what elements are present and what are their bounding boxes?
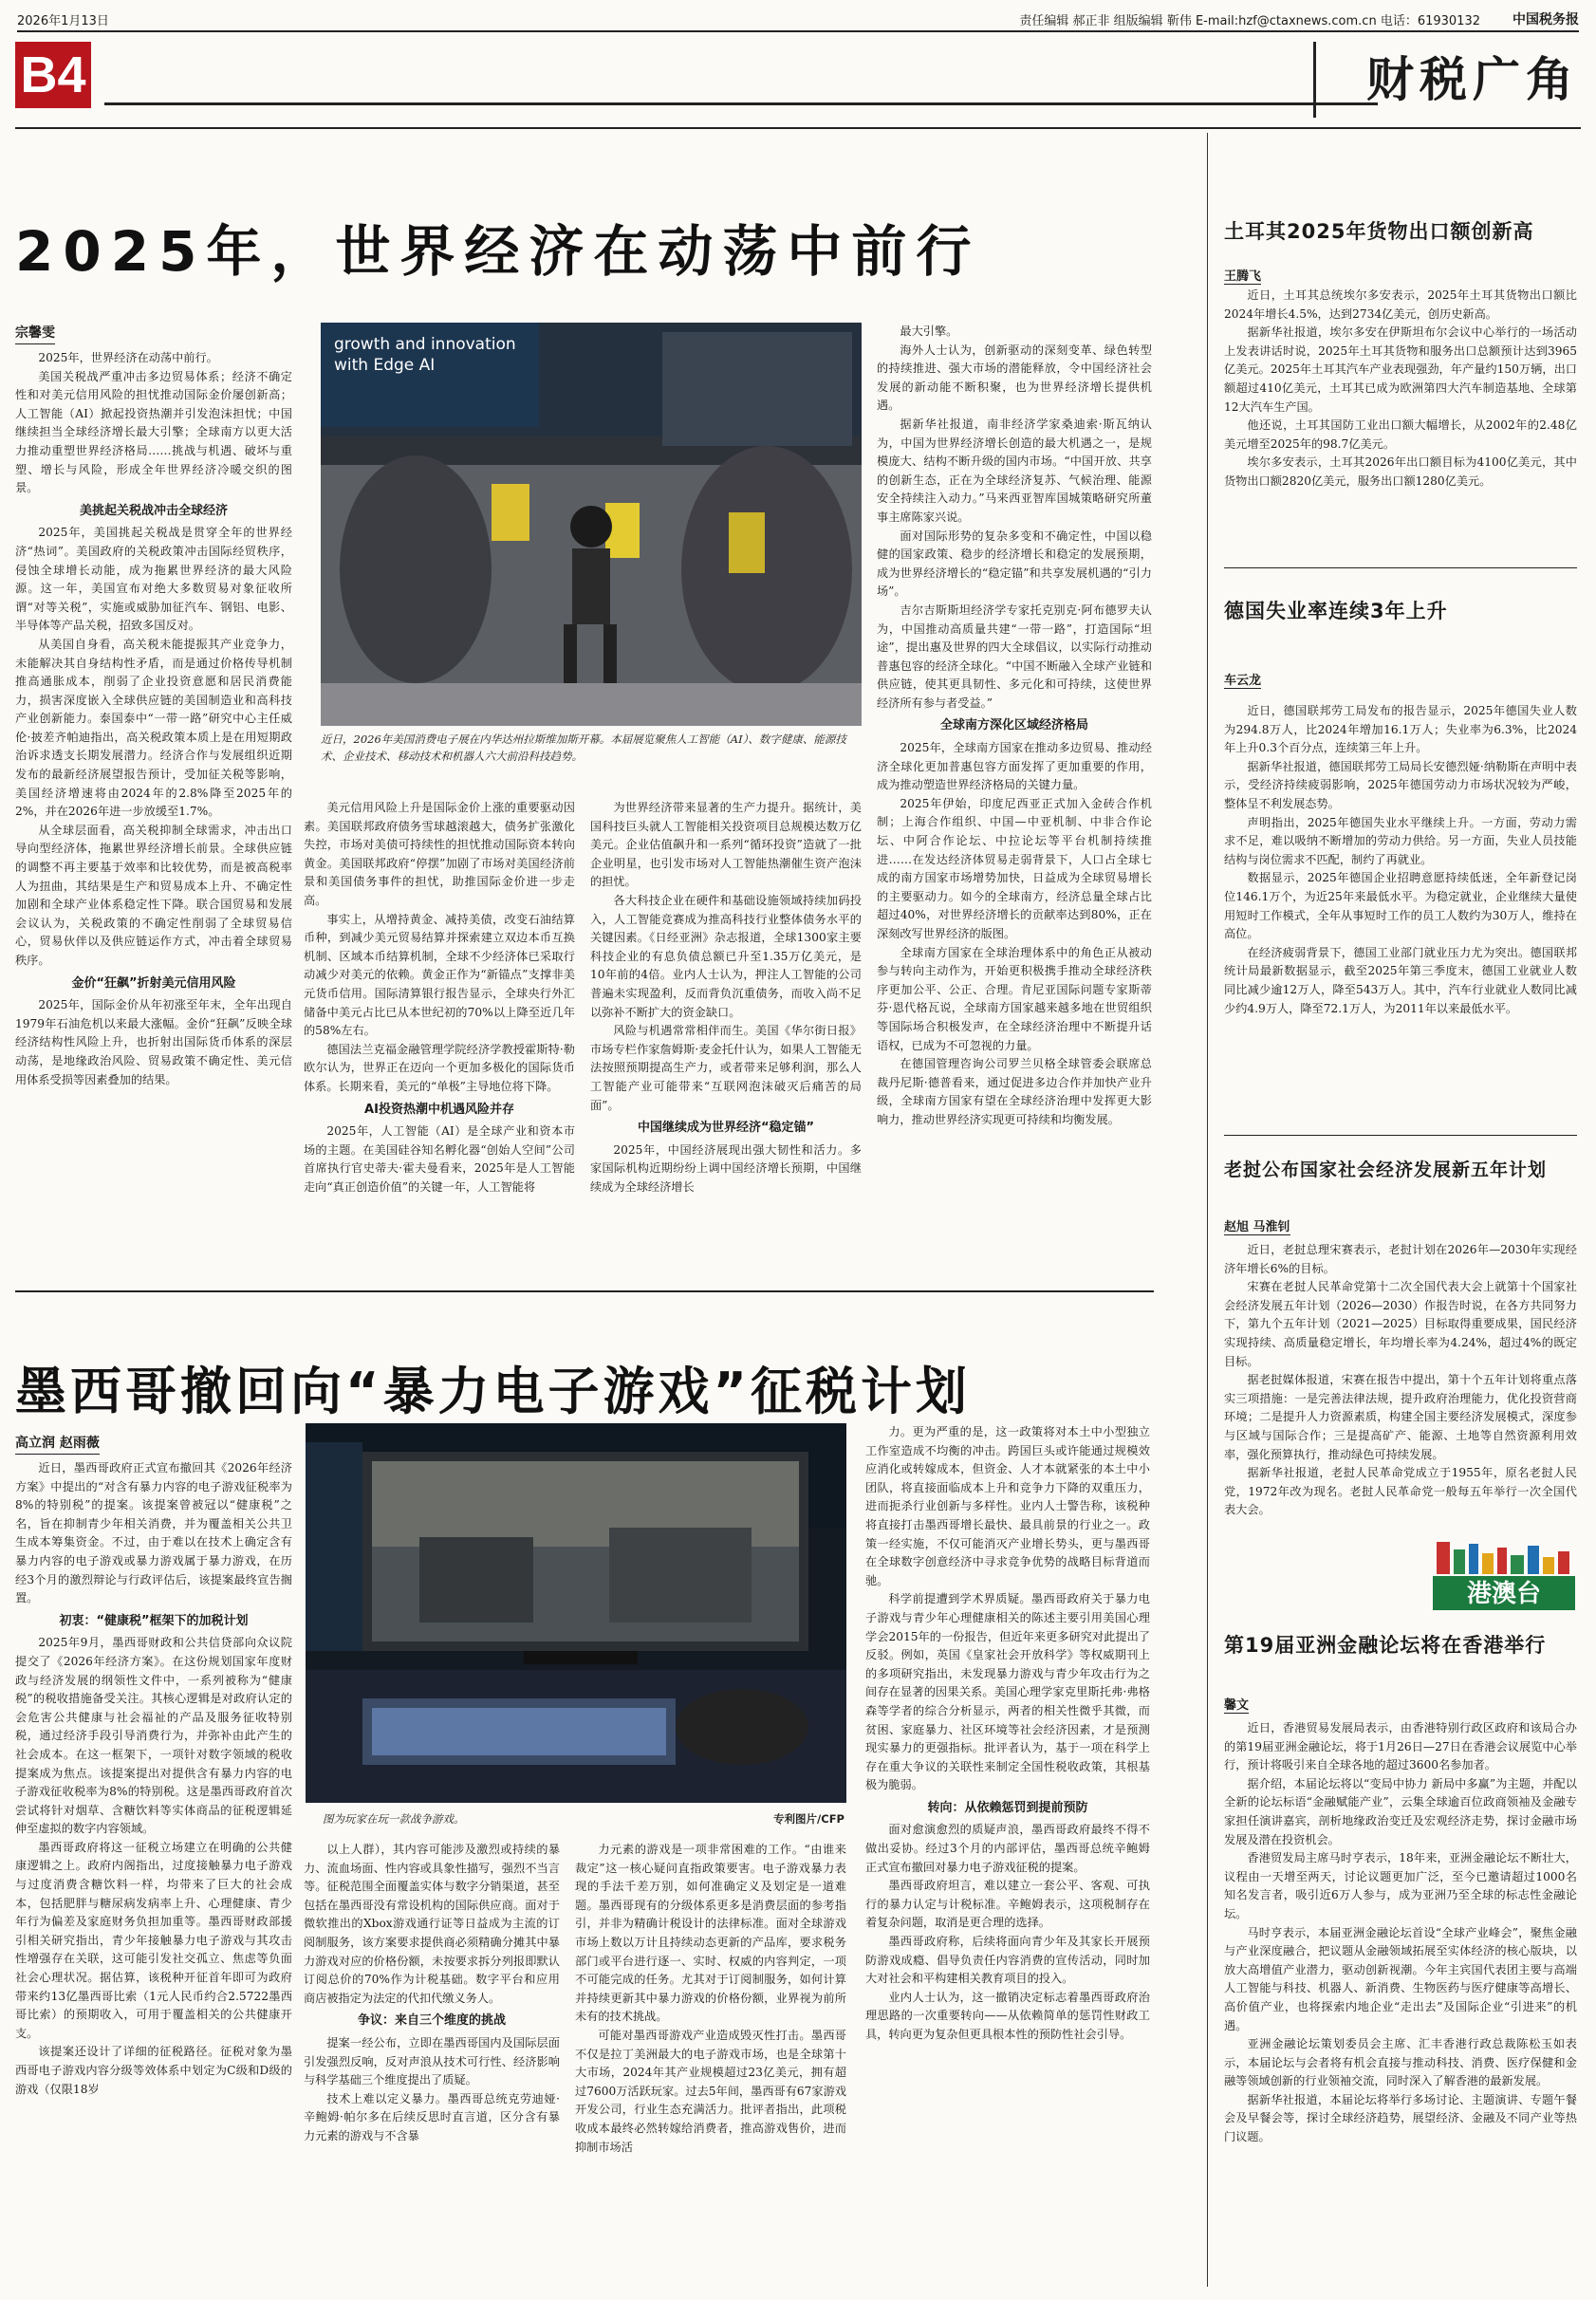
paragraph: 业内人士认为，这一撤销决定标志着墨西哥政府治理思路的一次重要转向——从依赖简单的惩罚性财政工具，转向更为复杂但更具根本性的预防性社会引导。	[865, 1990, 1150, 2041]
paragraph: 墨西哥政府称，后续将面向青少年及其家长开展预防游戏成瘾、倡导负责任内容消费的宣传活动，同时加大对社会和平构建相关教育项目的投入。	[865, 1935, 1150, 1986]
paragraph: 美元信用风险上升是国际金价上涨的重要驱动因素。美国联邦政府债务雪球越滚越大，债务扩张激化失控，市场对美债可持续性的担忧推动国际资本转向黄金。美国联邦政府“停摆”加剧了市场对美国经济前景和美国债务事件的担忧，助推国际金价进一步走高。	[304, 801, 575, 907]
sidebar-2-title: 德国失业率连续3年上升	[1224, 600, 1448, 622]
paragraph: 从全球层面看，高关税抑制全球需求，冲击出口导向型经济体，拖累世界经济增长前景。全球供应链的调整不再主要基于效率和比较优势，而是被高税率人为扭曲，其结果是生产和贸易成本上升、不确定性加剧和全球产业体系稳定性下降。联合国贸易和发展会议认为，关税政策的不确定性削弱了全球贸易信心，贸易伙伴以及供应链运作方式，冲击着全球贸易秩序。	[15, 823, 292, 967]
paragraph: 技术上难以定义暴力。墨西哥总统克劳迪娅·辛鲍姆·帕尔多在后续反思时直言道，区分含有暴力元素的游戏与不含暴	[304, 2091, 560, 2142]
article2-caption: 图为玩家在玩一款战争游戏。	[323, 1812, 465, 1826]
article2-column-1	[15, 1459, 292, 2294]
sidebar-rule-2	[1224, 1135, 1577, 1136]
paragraph: 以上人群），其内容可能涉及激烈或持续的暴力、流血场面、性内容或具象性描写，强烈不当言等。征税范围全面覆盖实体与数字分销渠道，甚至包括在墨西哥没有常设机构的国际供应商。面对于微软推出的Xbox游戏通行证等日益成为主流的订阅制服务，该方案要求提供商必须精确分摊其中暴力游戏对应的价格份额，未按要求拆分列报即默认订阅总价的70%作为计税基础。数字平台和应用商店被指定为法定的代扣代缴义务人。	[304, 1843, 560, 2005]
paragraph: 各大科技企业在硬件和基础设施领域持续加码投入，人工智能竞赛成为推高科技行业整体债务水平的关键因素。《日经亚洲》杂志报道，全球1300家主要科技企业的有息负债总额已升至1.35万亿美元，是10年前的4倍。业内人士认为，押注人工智能的公司普遍未实现盈利，反而背负沉重债务，而收入尚不足以弥补不断扩大的资金缺口。	[590, 893, 862, 1019]
article2-credit	[721, 1810, 844, 1827]
paragraph: 马时亨表示，本届亚洲金融论坛首设“全球产业峰会”，聚焦金融与产业深度融合，把议题从金融领域拓展至实体经济的核心版块，以放大高增值产业潜力，驱动创新视潮。今年主宾国代表团主要与高端人工智能与科技、机器人、新消费、生物医药与医疗健康等高增长、高价值产业，也将探索内地企业“走出去”及国际企业“引进来”的机遇。	[1224, 1925, 1577, 2032]
newspaper-brand: 中国税务报	[1512, 12, 1579, 28]
paragraph: 近日，老挝总理宋赛表示，老挝计划在2026年—2030年实现经济年增长6%的目标。	[1224, 1243, 1577, 1275]
paragraph: 2025年，人工智能（AI）是全球产业和资本市场的主题。在美国硅谷知名孵化器“创始人空间”公司首席执行官史蒂夫·霍夫曼看来，2025年是人工智能走向“真正创造价值”的关键一年，人工智能将	[304, 1124, 575, 1194]
paragraph: 墨西哥政府坦言，难以建立一套公平、客观、可执行的暴力认定与计税标准。辛鲍姆表示，这项税制存在着复杂问题，取消是更合理的选择。	[865, 1879, 1150, 1930]
sidebar-2-body	[1224, 702, 1577, 1129]
sidebar-divider	[1207, 133, 1208, 2287]
subheading: AI投资热潮中机遇风险并存	[364, 1102, 514, 1117]
paragraph: 墨西哥政府将这一征税立场建立在明确的公共健康逻辑之上。政府内阁指出，过度接触暴力电子游戏与过度消费含糖饮料一样，均带来了巨大的社会成本，包括肥胖与糖尿病发病率上升、心理健康、青少年行为偏差及家庭财务负担加重等。墨西哥财政部援引相关研究指出，青少年接触暴力电子游戏与其攻击性增强存在关联，这可能引发社交孤立、焦虑等负面社会心理状况。据估算，该税种开征首年即可为政府带来约13亿墨西哥比索（1元人民币约合2.5722墨西哥比索）的预期收入，可用于覆盖相关的公共健康开支。	[15, 1840, 292, 2040]
svg-text:growth and innovation: growth and innovation	[334, 335, 516, 354]
paragraph: 德国法兰克福金融管理学院经济学教授霍斯特·勒欧尔认为，世界正在迈向一个更加多极化的国际货币体系。长期来看，美元的“单极”主导地位将下降。	[304, 1042, 575, 1093]
paragraph: 据新华社报道，本届论坛将举行多场讨论、主题演讲、专题午餐会及早餐会等，探讨全球经济趋势，展望经济、金融及不同产业等热门议题。	[1224, 2092, 1577, 2144]
subheading: 全球南方深化区域经济格局	[939, 718, 1088, 733]
paragraph: 据老挝媒体报道，宋赛在报告中提出，第十个五年计划将重点落实三项措施：一是完善法律法规，提升政府治理能力，优化投资营商环境；二是提升人力资源素质，构建全国主要经济发展模式，深度参与区域与国际合作；三是提高矿产、能源、土地等自然资源利用效率，强化预算执行，推动绿色可持续发展。	[1224, 1373, 1577, 1461]
article1-column-1	[15, 349, 292, 1279]
paragraph: 2025年，全球南方国家在推动多边贸易、推动经济全球化更加普惠包容方面发挥了更加重要的作用，成为推动塑造世界经济格局的关键力量。	[877, 741, 1152, 792]
svg-text:with Edge AI: with Edge AI	[334, 356, 436, 375]
paragraph: 可能对墨西哥游戏产业造成毁灭性打击。墨西哥不仅是拉丁美洲最大的电子游戏市场，也是全球第十大市场，2024年其产业规模超过23亿美元，拥有超过7600万活跃玩家。过去5年间，墨西哥有67家游戏开发公司，行业生态充满活力。批评者指出，此项税收成本最终必然转嫁给消费者，推高游戏售价，进而抑制市场活	[575, 2028, 846, 2154]
paragraph: 最大引擎。	[900, 325, 958, 338]
sidebar-4-title: 第19届亚洲金融论坛将在香港举行	[1224, 1634, 1547, 1657]
paragraph: 他还说，土耳其国防工业出口额大幅增长，从2002年的2.48亿美元增至2025年的98.7亿美元。	[1224, 418, 1577, 451]
editor-info: 责任编辑 郝正非 组版编辑 靳伟 E-mail:hzf@ctaxnews.com.cn 电话：61930132	[1019, 13, 1480, 28]
paragraph: 近日，香港贸易发展局表示，由香港特别行政区政府和该局合办的第19届亚洲金融论坛，将于1月26日—27日在香港会议展览中心举行，预计将吸引来自全球各地的超过3600名参加者。	[1224, 1721, 1577, 1772]
section-code: B4	[15, 42, 91, 108]
paragraph: 据新华社报道，德国联邦劳工局局长安德烈娅·纳勒斯在声明中表示，受经济持续疲弱影响，2025年德国劳动力市场状况较为严峻，整体呈不利发展态势。	[1224, 759, 1577, 810]
subheading: 中国继续成为世界经济“稳定锚”	[637, 1121, 815, 1136]
paragraph: 力。更为严重的是，这一政策将对本土中小型独立工作室造成不均衡的冲击。跨国巨头或许能通过规模效应消化或转嫁成本，但资金、人才本就紧张的本土中小团队，将直接面临成本上升和竞争力下降的双重压力，进而扼杀行业创新与多样性。业内人士警告称，该税种将直接打击墨西哥增长最快、最具前景的行业之一。政策一经实施，不仅可能消灭产业增长势头，更与墨西哥在全球数字创意经济中寻求竞争优势的战略目标背道而驰。	[865, 1425, 1150, 1587]
article1-column-4	[877, 323, 1152, 1279]
paragraph: 2025年，美国挑起关税战是贯穿全年的世界经济“热词”。美国政府的关税政策冲击国际经贸秩序，侵蚀全球增长动能，成为拖累世界经济的最大风险源。这一年，美国宣布对绝大多数贸易对象征收所谓“对等关税”，实施或威胁加征汽车、钢铝、电影、半导体等产品关税，招致多国反对。	[15, 526, 292, 633]
paragraph: 事实上，从增持黄金、减持美债，改变石油结算币种，到减少美元贸易结算并探索建立双边本币互换机制、区域本币结算机制，全球不少经济体已采取行动减少对美元的依赖。黄金正作为“新锚点”支撑非美元货币信用。国际清算银行报告显示，全球央行外汇储备中美元占比已从本世纪初的70%以上降至近几年的58%左右。	[304, 912, 575, 1038]
header-rule	[104, 102, 1378, 105]
hk-logo-text: 港澳台	[1466, 1580, 1542, 1608]
paragraph: 力元素的游戏是一项非常困难的工作。“由谁来裁定”这一核心疑问直指政策要害。电子游戏暴力表现的手法千差万别，如何准确定义及划定是一道难题。墨西哥现有的分级体系更多是消费层面的参考指引，并非为精确计税设计的法律标准。面对全球游戏市场上数以万计且持续动态更新的产品库，要求税务部门或平台进行逐一、实时、权威的内容判定，一项不可能完成的任务。尤其对于订阅制服务，如何计算并持续更新其中暴力游戏的价格份额，业界视为前所未有的技术挑战。	[575, 1843, 846, 2024]
paragraph: 在经济疲弱背景下，德国工业部门就业压力尤为突出。德国联邦统计局最新数据显示，截至2025年第三季度末，德国工业就业人数同比减少逾12万人，降至543万人。其中，汽车行业就业人数同比减少约4.9万人，降至72.1万人，为2011年以来最低水平。	[1224, 945, 1577, 1015]
paragraph: 据新华社报道，老挝人民革命党成立于1955年，原名老挝人民党，1972年改为现名。老挝人民革命党一般每五年举行一次全国代表大会。	[1224, 1466, 1577, 1517]
article2-column-3	[575, 1841, 846, 2294]
issue-date: 2026年1月13日	[17, 13, 109, 28]
paragraph: 海外人士认为，创新驱动的深刻变革、绿色转型的持续推进、强大市场的潜能释放，令中国经济社会发展的新动能不断积聚，也为世界经济增长提供机遇。	[877, 343, 1152, 413]
paragraph: 埃尔多安表示，土耳其2026年出口额目标为4100亿美元，其中货物出口额2820亿美元，服务出口额1280亿美元。	[1224, 455, 1577, 488]
paragraph: 2025年，国际金价从年初涨至年末，全年出现自1979年石油危机以来最大涨幅。金价“狂飙”反映全球经济结构性风险上升，也折射出国际货币体系的深层动荡，是地缘政治风险、贸易政策不确定性、美元信用体系受损等因素叠加的结果。	[15, 998, 292, 1086]
paragraph: 该提案还设计了详细的征税路径。征税对象为墨西哥电子游戏内容分级等效体系中划定为C级和D级的游戏（仅限18岁	[15, 2045, 292, 2096]
article2-column-4	[865, 1423, 1150, 2294]
paragraph: 科学前提遭到学术界质疑。墨西哥政府关于暴力电子游戏与青少年心理健康相关的陈述主要引用美国心理学会2015年的一份报告，但近年来更多研究对此提出了反驳。例如，英国《皇家社会开放科学》等权威期刊上的多项研究指出，未发现暴力游戏与青少年攻击行为之间存在显著的因果关系。美国心理学家克里斯托弗·弗格森等学者的综合分析显示，两者的相关性微乎其微，而贫困、家庭暴力、社区环境等社会经济因素，才是预测现实暴力的更强指标。批评者认为，基于一项在科学上存在重大争议的关联性来制定全国性税收政策，其根基极为脆弱。	[865, 1592, 1150, 1792]
paragraph: 吉尔吉斯斯坦经济学专家托克别克·阿布德罗夫认为，中国推动高质量共建“一带一路”，打造国际“坦途”，提出惠及世界的四大全球倡议，以实际行动推动普惠包容的经济全球化。“中国不断融入全球产业链和供应链，使其更具韧性、多元化和可持续，这使世界经济所有参与者受益。”	[877, 603, 1152, 710]
paragraph: 据新华社报道，埃尔多安在伊斯坦布尔会议中心举行的一场活动上发表讲话时说，2025年土耳其货物和服务出口总额预计达到3965亿美元。2025年土耳其汽车产业表现强劲，年产量约150万辆，出口额超过410亿美元，土耳其已成为欧洲第四大汽车制造基地、全球第12大汽车生产国。	[1224, 325, 1577, 414]
sidebar-3-title: 老挝公布国家社会经济发展新五年计划	[1224, 1159, 1548, 1180]
paragraph: 美国关税战严重冲击多边贸易体系；经济不确定性和对美元信用风险的担忧推动国际金价屡创新高；人工智能（AI）掀起投资热潮并引发泡沫担忧；中国继续担当全球经济增长最大引擎；全球南方以更大活力推动重塑世界经济格局……挑战与机遇、破坏与重塑、增长与风险，形成全年世界经济冷暖交织的图景。	[15, 369, 292, 495]
paragraph: 2025年，中国经济展现出强大韧性和活力。多家国际机构近期纷纷上调中国经济增长预期，中国继续成为全球经济增长	[590, 1142, 862, 1194]
sidebar-3-byline: 赵旭 马淮钊	[1224, 1216, 1290, 1235]
paragraph: 提案一经公布，立即在墨西哥国内及国际层面引发强烈反响，反对声浪从技术可行性、经济影响与科学基础三个维度提出了质疑。	[304, 2035, 560, 2087]
sidebar-3-body	[1224, 1241, 1577, 1535]
subheading: 美挑起关税战冲击全球经济	[79, 503, 228, 518]
subheading: 转向：从依赖惩罚到提前预防	[927, 1800, 1088, 1815]
paragraph: 2025年，世界经济在动荡中前行。	[38, 351, 218, 364]
paragraph: 据介绍，本届论坛将以“变局中协力 新局中多赢”为主题，并配以全新的论坛标语“金融赋能产业”，云集全球逾百位政商领袖及金融专家担任演讲嘉宾，剖析地缘政治变迁及宏观经济走势，探讨金融市场发展及潜在投资机会。	[1224, 1776, 1577, 1846]
sidebar-4-body	[1224, 1719, 1577, 2294]
article1-headline: 2025年，世界经济在动荡中前行	[15, 219, 981, 284]
sidebar-1-body	[1224, 287, 1577, 562]
article2-photo	[306, 1423, 846, 1803]
paragraph: 从美国自身看，高关税未能提振其产业竞争力，未能解决其自身结构性矛盾，而是通过价格传导机制推高通胀成本，削弱了企业投资意愿和居民消费能力，损害深度嵌入全球供应链的美国制造业和高科技产业创新能力。泰国泰中“一带一路”研究中心主任威伦·披差齐帕迪指出，高关税政策本质上是在用短期政治诉求透支长期发展潜力。经济合作与发展组织近期发布的最新经济展望报告预计，受加征关税等影响，美国经济增速将由2024年的2.8%降至2025年的2%，并在2026年进一步放缓至1.7%。	[15, 637, 292, 819]
paragraph: 2025年伊始，印度尼西亚正式加入金砖合作机制；上海合作组织、中国—中亚机制、中非合作论坛、中阿合作论坛、中拉论坛等平台机制持续推进……在发达经济体贸易走弱背景下，人口占全球七成的南方国家市场增势加快，日益成为全球贸易增长的主要驱动力。如今的全球南方，经济总量全球占比超过40%，对世界经济增长的贡献率达到80%，正在深刻改写世界经济的版图。	[877, 796, 1152, 940]
paragraph: 2025年9月，墨西哥财政和公共信贷部向众议院提交了《2026年经济方案》。在这份规划国家年度财政与经济发展的纲领性文件中，一系列被称为“健康税”的税收措施备受关注。其核心逻辑是对政府认定的会危害公共健康与社会福祉的产品及服务征收特别税，通过经济手段引导消费行为，并弥补由此产生的社会成本。在这一框架下，一项针对数字领域的税收提案成为焦点。该提案提出对提供含有暴力内容的电子游戏征收税率为8%的特别税。这是墨西哥政府首次尝试将针对烟草、含糖饮料等实体商品的征税逻辑延伸至虚拟的数字内容领域。	[15, 1636, 292, 1836]
article1-byline: 宗馨雯	[15, 323, 55, 344]
article1-photo	[321, 323, 862, 726]
paragraph: 面对愈演愈烈的质疑声浪，墨西哥政府最终不得不做出妥协。经过3个月的内部评估，墨西哥总统辛鲍姆正式宣布撤回对暴力电子游戏征税的提案。	[865, 1823, 1150, 1874]
paragraph: 亚洲金融论坛策划委员会主席、汇丰香港行政总裁陈松玉如表示，本届论坛与会者将有机会直接与推动科技、消费、医疗保健和金融等领域创新的行业领袖交流，同时深入了解香港的最新发展。	[1224, 2037, 1577, 2088]
article2-byline: 高立润 赵雨薇	[15, 1433, 100, 1455]
sidebar-4-byline: 馨文	[1224, 1695, 1249, 1714]
paragraph: 近日，墨西哥政府正式宣布撤回其《2026年经济方案》中提出的“对含有暴力内容的电子游戏征税率为8%的特别税”的提案。该提案曾被冠以“健康税”之名，旨在抑制青少年相关消费，并为覆盖相关公共卫生成本筹集资金。不过，由于难以在技术上确定含有暴力内容的电子游戏或暴力游戏属于暴力游戏，在历经3个月的激烈辩论与行政评估后，该提案最终宣告搁置。	[15, 1461, 292, 1605]
sidebar-rule-1	[1224, 567, 1577, 568]
paragraph: 全球南方国家在全球治理体系中的角色正从被动参与转向主动作为，开始更积极携手推动全球经济秩序更加公平、公正、合理。肯尼亚国际问题专家斯蒂芬·恩代格瓦说，全球南方国家越来越多地在世贸组织等国际场合积极发声，在全球经济治理中不断提升话语权，已成为不可忽视的力量。	[877, 945, 1152, 1052]
article2-headline: 墨西哥撤回向“暴力电子游戏”征税计划	[15, 1362, 971, 1421]
article1-column-3	[590, 799, 862, 1278]
paragraph: 近日，德国联邦劳工局发布的报告显示，2025年德国失业人数为294.8万人，比2024年增加16.1万人；失业率为6.3%，比2024年上升0.3个百分点，连续第三年上升。	[1224, 704, 1577, 755]
paragraph: 据新华社报道，南非经济学家桑迪索·斯瓦纳认为，中国为世界经济增长创造的最大机遇之一，是规模庞大、结构不断升级的国内市场。“中国开放、共享的创新生态，正在为全球经济复苏、气候治理、能源安全持续注入动力。”马来西亚智库国城策略研究所董事主席陈家兴说。	[877, 417, 1152, 524]
subheading: 金价“狂飙”折射美元信用风险	[71, 975, 236, 991]
paragraph: 数据显示，2025年德国企业招聘意愿持续低迷，全年新登记岗位146.1万个，为近25年来最低水平。为稳定就业，企业继续大量使用短时工作模式，全年从事短时工作的员工人数约为30万人，维持在高位。	[1224, 871, 1577, 941]
article2-column-2	[304, 1841, 560, 2294]
article1-column-2	[304, 799, 575, 1278]
section-name: 财税广角	[1313, 42, 1579, 118]
sidebar-1-byline: 王腾飞	[1224, 266, 1261, 285]
hk-macao-taiwan-logo	[1433, 1542, 1575, 1610]
paragraph: 面对国际形势的复杂多变和不确定性，中国以稳健的国家政策、稳步的经济增长和稳定的发展预期，成为世界经济增长的“稳定锚”和共享发展机遇的“引力场”。	[877, 529, 1152, 599]
paragraph: 香港贸发局主席马时亨表示，18年来，亚洲金融论坛不断壮大，议程由一天增至两天，讨论议题更加广泛，至今已邀请超过1000名知名发言者，吸引近6万人参与，成为亚洲乃至全球的标志性金融论坛。	[1224, 1851, 1577, 1920]
paragraph: 声明指出，2025年德国失业水平继续上升。一方面，劳动力需求不足，难以吸纳不断增加的劳动力供给。另一方面，失业人员技能结构与岗位需求不匹配，制约了再就业。	[1224, 815, 1577, 866]
sidebar-2-byline: 车云龙	[1224, 670, 1261, 689]
paragraph: 为世界经济带来显著的生产力提升。据统计，美国科技巨头就人工智能相关投资项目总规模达数万亿美元。企业估值飙升和一系列“循环投资”造就了一批企业明星，也引发市场对人工智能热潮催生资产泡沫的担忧。	[590, 801, 862, 889]
subheading: 初衷：“健康税”框架下的加税计划	[59, 1613, 249, 1628]
article-divider	[15, 1290, 1154, 1292]
paragraph: 风险与机遇常常相伴而生。美国《华尔街日报》市场专栏作家詹姆斯·麦金托什认为，如果人工智能无法按照预期提高生产力，或者带来足够利润，那么人工智能产业可能带来“互联网泡沫破灭后痛苦的局面”。	[590, 1024, 862, 1112]
subheading: 争议：来自三个维度的挑战	[357, 2013, 506, 2029]
top-bar	[17, 8, 1579, 32]
header-underline	[15, 127, 1581, 129]
photo-credit: 专利图片/CFP	[773, 1812, 844, 1826]
paragraph: 在德国管理咨询公司罗兰贝格全球管委会联席总裁丹尼斯·德普看来，通过促进多边合作并加快产业升级，全球南方国家有望在全球经济治理中发挥更大影响力，推动世界经济实现更可持续和均衡发展。	[877, 1057, 1152, 1126]
article1-caption: 近日，2026年美国消费电子展在内华达州拉斯维加斯开幕。本届展览聚焦人工智能（AI）、数字健康、能源技术、企业技术、移动技术和机器人六大前沿科技趋势。	[321, 733, 846, 763]
paragraph: 近日，土耳其总统埃尔多安表示，2025年土耳其货物出口额比2024年增长4.5%，达到2734亿美元，创历史新高。	[1224, 288, 1577, 321]
sidebar-1-title: 土耳其2025年货物出口额创新高	[1224, 220, 1534, 243]
paragraph: 宋赛在老挝人民革命党第十二次全国代表大会上就第十个国家社会经济发展五年计划（2026—2030）作报告时说，在各方共同努力下，第九个五年计划（2021—2025）目标取得重要成果，国民经济实现持续、高质量稳定增长，年均增长率为4.24%，超过4%的既定目标。	[1224, 1280, 1577, 1368]
